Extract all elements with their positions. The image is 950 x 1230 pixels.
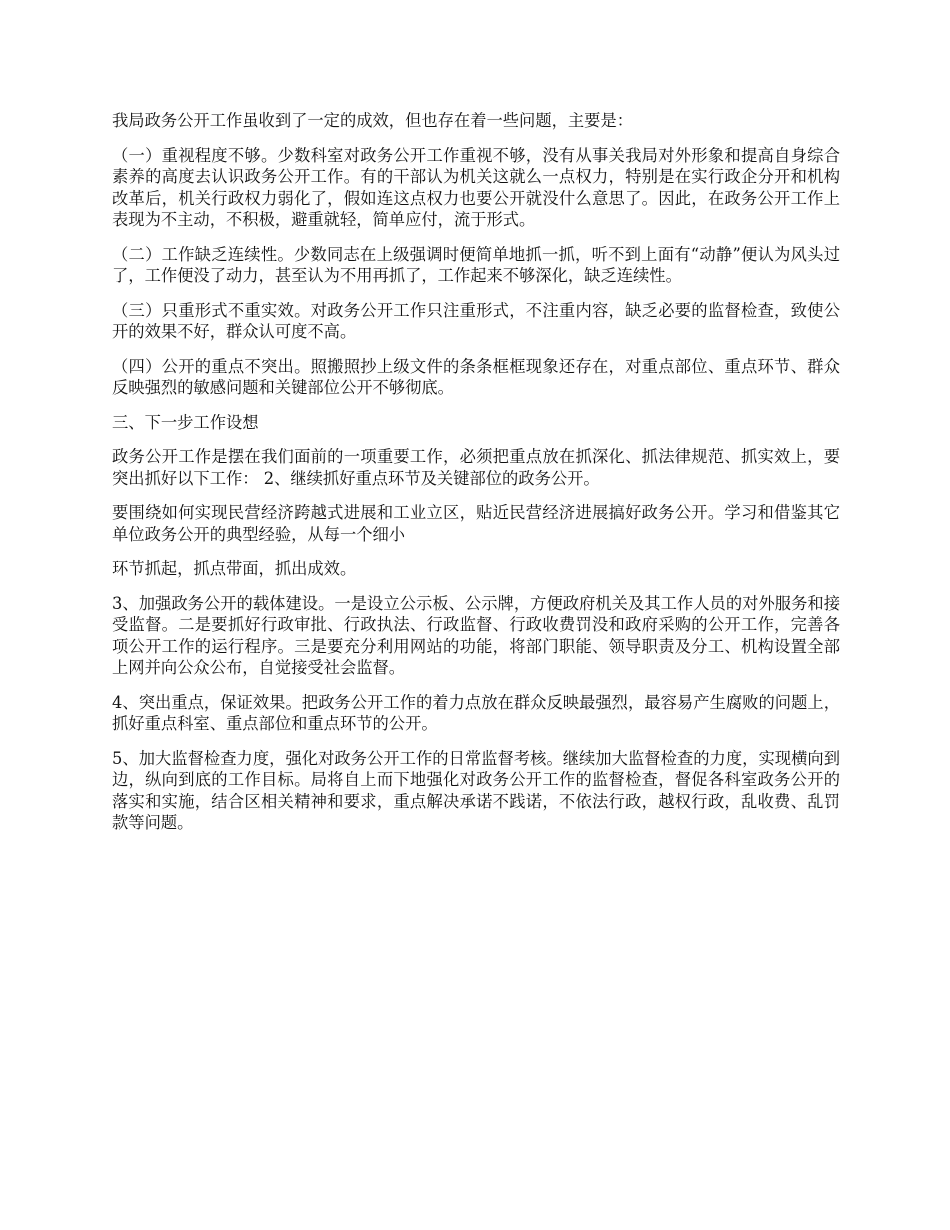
paragraph-item-5: 5、加大监督检查力度，强化对政务公开工作的日常监督考核。继续加大监督检查的力度，实现横向到边，纵向到底的工作目标。局将自上而下地强化对政务公开工作的监督检查，督促各科室政务公开的落实和实施，结合区相关精神和要求，重点解决承诺不践诺，不依法行政，越权行政，乱收费、乱罚款等问题。 — [112, 748, 840, 832]
paragraph-continuation: 环节抓起，抓点带面，抓出成效。 — [112, 559, 357, 578]
paragraph-item-4: 4、突出重点，保证效果。把政务公开工作的着力点放在群众反映最强烈，最容易产生腐败的问题上，抓好重点科室、重点部位和重点环节的公开。 — [112, 692, 840, 733]
paragraph-intro: 我局政务公开工作虽收到了一定的成效，但也存在着一些问题，主要是： — [112, 111, 634, 130]
paragraph-issue-2: （二）工作缺乏连续性。少数同志在上级强调时便简单地抓一抓，听不到上面有“动静”便认为风头过了，工作便没了动力，甚至认为不用再抓了，工作起来不够深化，缺乏连续性。 — [112, 244, 840, 285]
paragraph-issue-4: （四）公开的重点不突出。照搬照抄上级文件的条条框框现象还存在，对重点部位、重点环节、群众反映强烈的敏感问题和关键部位公开不够彻底。 — [112, 356, 840, 397]
document-body — [112, 110, 840, 847]
paragraph-item-3: 3、加强政务公开的载体建设。一是设立公示板、公示牌，方便政府机关及其工作人员的对外服务和接受监督。二是要抓好行政审批、行政执法、行政监督、行政收费罚没和政府采购的公开工作，完善各项公开工作的运行程序。三是要充分利用网站的功能，将部门职能、领导职责及分工、机构设置全部上网并向公众公布，自觉接受社会监督。 — [112, 593, 840, 677]
paragraph-issue-3: （三）只重形式不重实效。对政务公开工作只注重形式，不注重内容，缺乏必要的监督检查，致使公开的效果不好，群众认可度不高。 — [112, 300, 840, 341]
paragraph-next-steps-intro: 政务公开工作是摆在我们面前的一项重要工作，必须把重点放在抓深化、抓法律规范、抓实效上，要突出抓好以下工作： 2、继续抓好重点环节及关键部位的政务公开。 — [112, 447, 840, 488]
section-heading-next-steps: 三、下一步工作设想 — [112, 412, 259, 432]
paragraph-private-economy: 要围绕如何实现民营经济跨越式进展和工业立区，贴近民营经济进展搞好政务公开。学习和借鉴其它单位政务公开的典型经验，从每一个细小 — [112, 503, 840, 544]
paragraph-issue-1: （一）重视程度不够。少数科室对政务公开工作重视不够，没有从事关我局对外形象和提高自身综合素养的高度去认识政务公开工作。有的干部认为机关这就么一点权力，特别是在实行政企分开和机构改革后，机关行政权力弱化了，假如连这点权力也要公开就没什么意思了。因此，在政务公开工作上表现为不主动，不积极，避重就轻，简单应付，流于形式。 — [112, 145, 840, 229]
